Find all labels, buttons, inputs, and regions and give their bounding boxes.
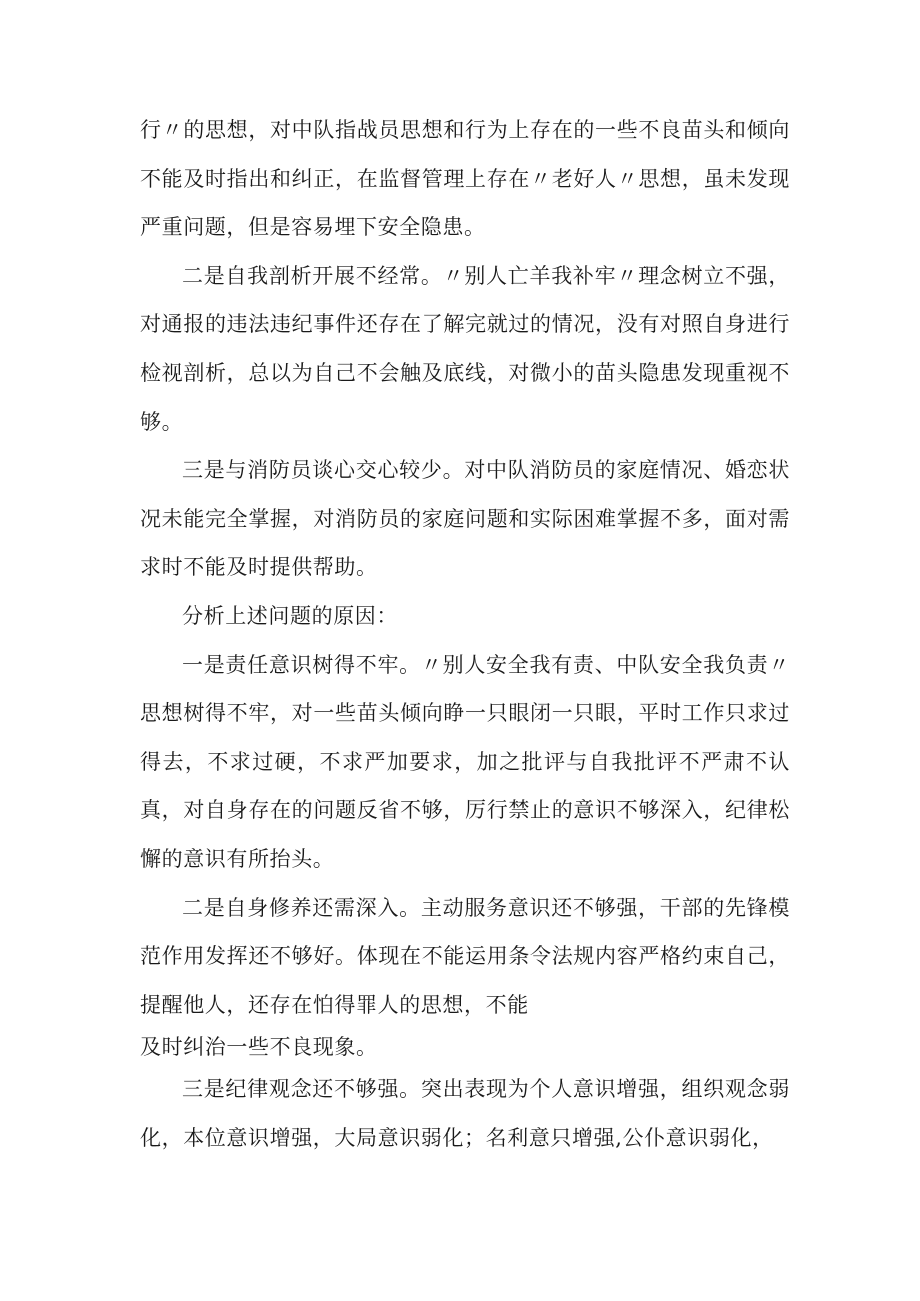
paragraph-heart-talks: 三是与消防员谈心交心较少。对中队消防员的家庭情况、婚恋状况未能完全掌握，对消防员的家庭问题和实际困难掌握不多，面对需求时不能及时提供帮助。 [140, 458, 790, 580]
paragraph-responsibility: 一是责任意识树得不牢。〃别人安全我有责、中队安全我负责〃思想树得不牢，对一些苗头倾向睁一只眼闭一只眼，平时工作只求过得去，不求过硬，不求严加要求，加之批评与自我批评不严肃不认真，对自身存在的问题反省不够，厉行禁止的意识不够深入，纪律松懈的意识有所抬头。 [140, 652, 790, 871]
paragraph-continuation: 行〃的思想，对中队指战员思想和行为上存在的一些不良苗头和倾向不能及时指出和纠正，在监督管理上存在〃老好人〃思想，虽未发现严重问题，但是容易埋下安全隐患。 [140, 118, 790, 240]
paragraph-discipline: 三是纪律观念还不够强。突出表现为个人意识增强，组织观念弱化，本位意识增强，大局意识弱化；名利意只增强,公仆意识弱化， [140, 1077, 790, 1150]
paragraph-self-cultivation: 二是自身修养还需深入。主动服务意识还不够强，干部的先锋模范作用发挥还不够好。体现在不能运用条令法规内容严格约束自己，提醒他人，还存在怕得罪人的思想，不能 [140, 895, 790, 1017]
paragraph-self-analysis: 二是自我剖析开展不经常。〃别人亡羊我补牢〃理念树立不强，对通报的违法违纪事件还存在了解完就过的情况，没有对照自身进行检视剖析，总以为自己不会触及底线，对微小的苗头隐患发现重视不够。 [140, 263, 790, 434]
document-body [140, 106, 790, 1162]
paragraph-self-cultivation-tail: 及时纠治一些不良现象。 [140, 1035, 378, 1060]
paragraph-cause-heading: 分析上述问题的原因： [182, 603, 398, 628]
